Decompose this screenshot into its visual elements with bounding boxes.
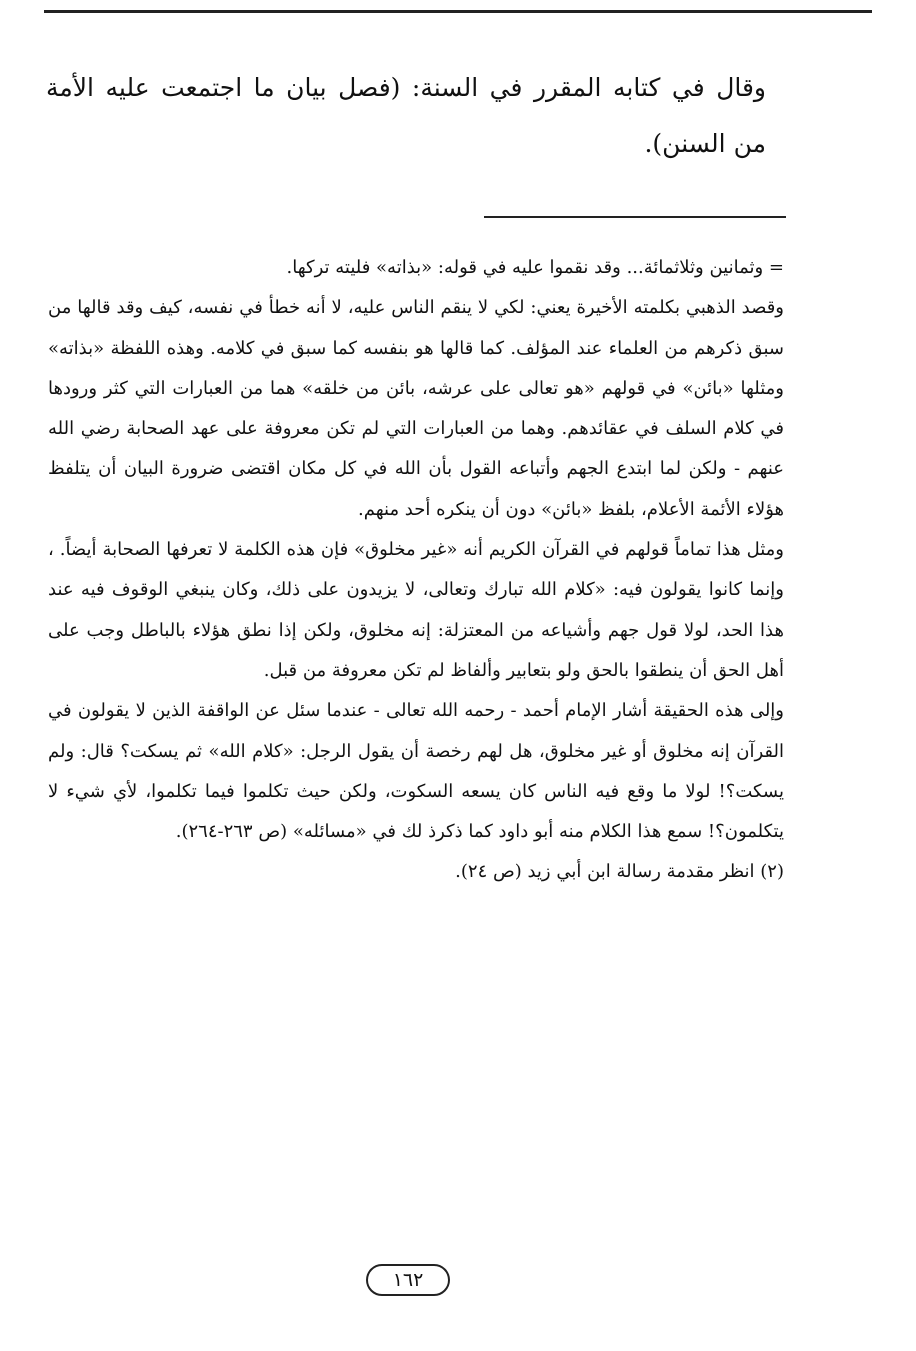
- footnote-separator: [484, 216, 786, 218]
- main-text: [46, 60, 766, 172]
- footnote-paragraph: ومثل هذا تماماً قولهم في القرآن الكريم أنه «غير مخلوق» فإن هذه الكلمة لا تعرفها الصحابة أيضاً. ، وإنما كانوا يقولون فيه: «كلام الله تبارك وتعالى، لا يزيدون على ذلك، وكان ينبغي الوقوف فيه عند هذا الحد، لولا قول جهم وأشياعه من المعتزلة: إنه مخلوق، ولكن إذا نطق هؤلاء بالباطل وجب على أهل الحق أن ينطقوا بالحق ولو بتعابير وألفاظ لم تكن معروفة من قبل.: [48, 539, 784, 681]
- footnote-paragraph: وقصد الذهبي بكلمته الأخيرة يعني: لكي لا ينقم الناس عليه، لا أنه خطأ في نفسه، كيف وقد قالها من سبق ذكرهم من العلماء عند المؤلف. كما قالها هو بنفسه كما سبق في كلامه. وهذه اللفظة «بذاته» ومثلها «بائن» في قولهم «هو تعالى على عرشه، بائن من خلقه» هما من العبارات التي كثر ورودها في كلام السلف في عقائدهم. وهما من العبارات التي لم تكن معروفة على عهد الصحابة رضي الله عنهم - ولكن لما ابتدع الجهم وأتباعه القول بأن الله في كل مكان اقتضى ضرورة البيان أن يتلفظ هؤلاء الأئمة الأعلام، بلفظ «بائن» دون أن ينكره أحد منهم.: [48, 297, 784, 520]
- footnote-2: (٢) انظر مقدمة رسالة ابن أبي زيد (ص ٢٤).: [455, 861, 784, 883]
- footnote-paragraph: وإلى هذه الحقيقة أشار الإمام أحمد - رحمه الله تعالى - عندما سئل عن الواقفة الذين لا يقولون في القرآن إنه مخلوق أو غير مخلوق، هل لهم رخصة أن يقول الرجل: «كلام الله» ثم يسكت؟ قال: ولم يسكت؟! لولا ما وقع فيه الناس كان يسعه السكوت، ولكن حيث تكلموا فيما تكلموا، لأي شيء لا يتكلمون؟! سمع هذا الكلام منه أبو داود كما ذكرذ لك في «مسائله» (ص ٢٦٣-٢٦٤).: [48, 700, 784, 843]
- page-number: ١٦٢: [392, 1268, 424, 1291]
- top-border-rule: [44, 10, 872, 13]
- page-number-badge: [366, 1264, 450, 1296]
- main-paragraph: وقال في كتابه المقرر في السنة: (فصل بيان ما اجتمعت عليه الأمة من السنن).: [46, 73, 766, 158]
- footnotes-section: [48, 248, 784, 893]
- footnote-continuation: = وثمانين وثلاثمائة... وقد نقموا عليه في قوله: «بذاته» فليته تركها.: [286, 257, 784, 278]
